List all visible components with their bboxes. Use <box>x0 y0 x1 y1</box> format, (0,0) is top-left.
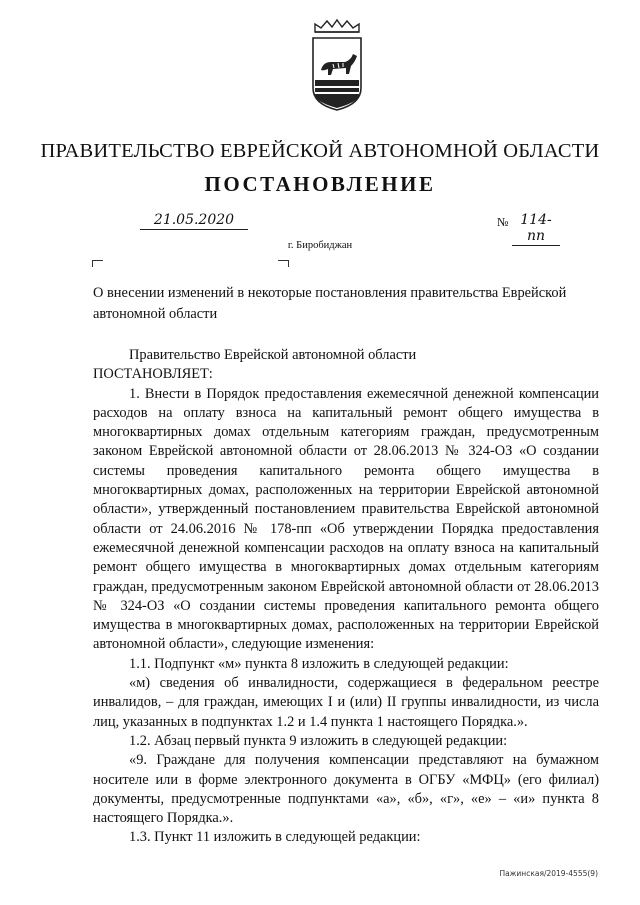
subject-corner-left-mark <box>92 260 103 267</box>
city-label: г. Биробиджан <box>287 240 353 251</box>
number-label: № <box>497 215 509 229</box>
document-number: 114-пп <box>512 212 560 246</box>
paragraph-1-2-text: «9. Граждане для получения компенсации представляют на бумажном носителе или в форме электронного документа в ОГБУ «МФЦ» (его филиал) документы, предусмотренные подпунктами «а», «б», «г», «е» – «и» пункта 8 настоящего Порядка.». <box>93 752 599 827</box>
document-date: 21.05.2020 <box>140 212 248 230</box>
document-subject: О внесении изменений в некоторые постановления правительства Еврейской автономной области <box>93 285 567 322</box>
organization-title: ПРАВИТЕЛЬСТВО ЕВРЕЙСКОЙ АВТОНОМНОЙ ОБЛАСТИ <box>40 140 600 162</box>
footer-reference: Пажинская/2019-4555(9) <box>499 869 598 878</box>
document-type: ПОСТАНОВЛЕНИЕ <box>204 172 436 196</box>
document-body <box>93 346 599 848</box>
subject-corner-right-mark <box>278 260 289 267</box>
paragraph-1-2: 1.2. Абзац первый пункта 9 изложить в следующей редакции: <box>129 732 508 749</box>
intro-paragraph: Правительство Еврейской автономной области <box>129 347 417 363</box>
coat-of-arms-emblem <box>305 18 369 114</box>
paragraph-1-1: 1.1. Подпункт «м» пункта 8 изложить в следующей редакции: <box>129 655 509 672</box>
paragraph-1-1-text: «м) сведения об инвалидности, содержащиеся в федеральном реестре инвалидов, – для граждан, имеющих I и (или) II группы инвалидности, из числа лиц, указанных в подпунктах 1.2 и 1.4 пункта 1 настоящего Порядка.». <box>93 675 599 730</box>
paragraph-1-3: 1.3. Пункт 11 изложить в следующей редакции: <box>129 829 421 846</box>
paragraph-1: 1. Внести в Порядок предоставления ежемесячной денежной компенсации расходов на оплату взноса на капитальный ремонт общего имущества в многоквартирных домах отдельным категориям граждан, предусмотренным законом Еврейской автономной области от 28.06.2013 № 324-ОЗ «О создании системы проведения капитального ремонта общего имущества в многоквартирных домах, расположенных на территории Еврейской автономной области», утвержденный постановлением правительства Еврейской автономной области от 24.06.2016 № 178-пп «Об утверждении Порядка предоставления ежемесячной денежной компенсации расходов на оплату взноса на капитальный ремонт общего имущества в многоквартирных домах отдельным категориям граждан, предусмотренным законом Еврейской автономной области от 28.06.2013 № 324-ОЗ «О создании системы проведения капитального ремонта общего имущества в многоквартирных домах, расположенных на территории Еврейской автономной области», следующие изменения: <box>93 385 599 653</box>
decree-word: ПОСТАНОВЛЯЕТ: <box>93 366 213 383</box>
